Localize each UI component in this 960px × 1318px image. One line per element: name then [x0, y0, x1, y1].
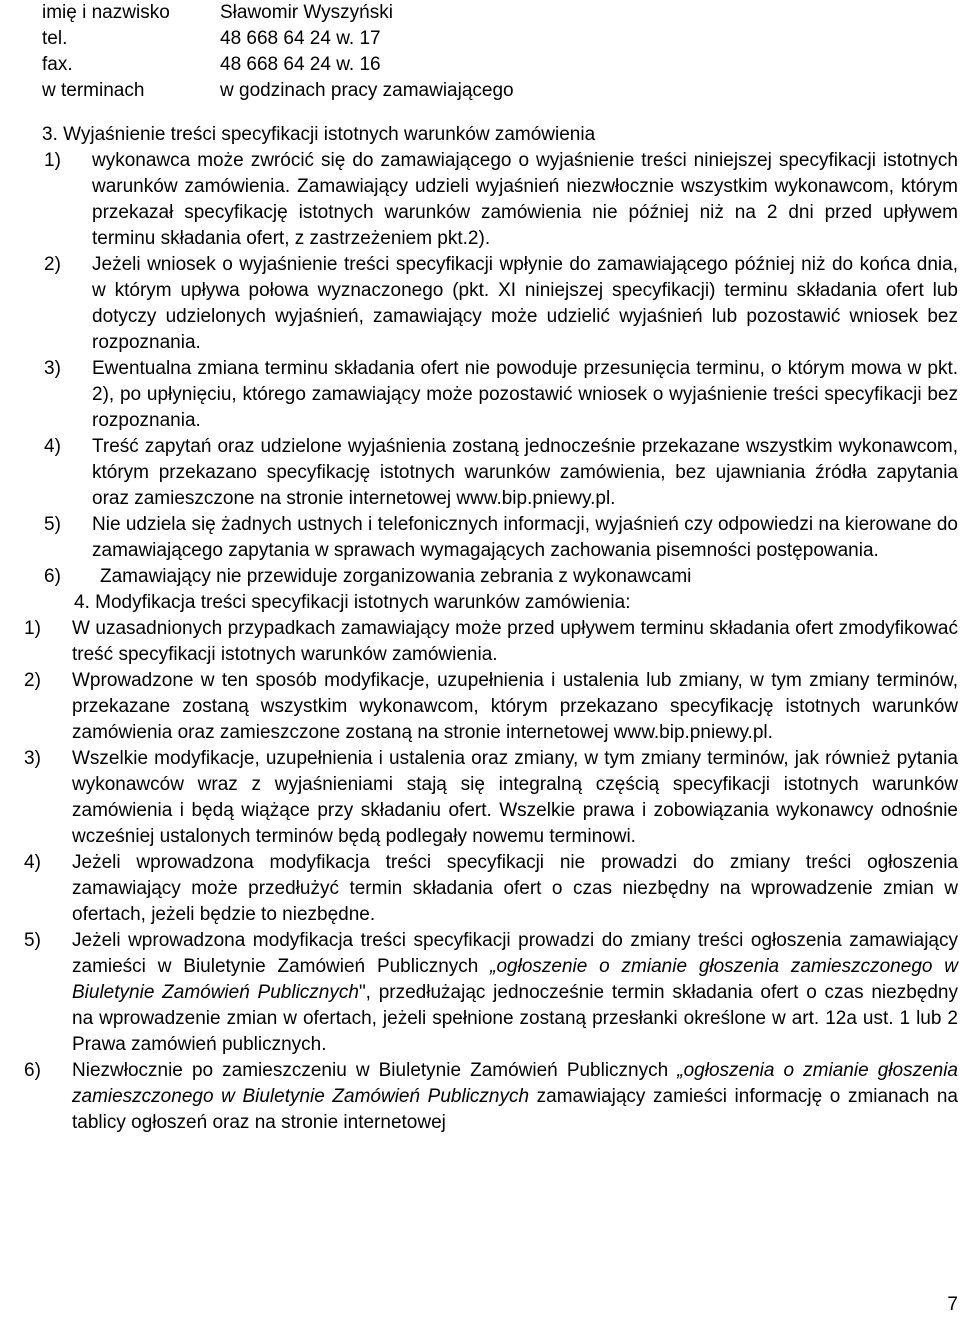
contact-table — [42, 0, 514, 104]
section-4 — [24, 616, 958, 1136]
list-item-number: 1) — [24, 618, 41, 639]
italic-text-run: „ogłoszenie o zmianie głoszenia zamieszczonego w Biuletynie Zamówień Publicznych — [72, 956, 958, 1003]
list-item-text: Jeżeli wprowadzona modyfikacja treści specyfikacji nie prowadzi do zmiany treści ogłoszenia zamawiający może przedłużyć termin składania ofert o czas niezbędny na wprowadzenie zmian w ofertach, jeżeli będzie to niezbędne. — [72, 852, 958, 925]
list-item-text — [72, 928, 958, 1058]
list-item-text: Nie udziela się żadnych ustnych i telefonicznych informacji, wyjaśnień czy odpowiedzi na kierowane do zamawiającego zapytania w sprawach wymagających zachowania pisemności postępowania. — [92, 514, 958, 561]
italic-text-run: „ogłoszenia o zmianie głoszenia zamieszczonego w Biuletynie Zamówień Publicznych — [72, 1060, 958, 1107]
contact-value: 48 668 64 24 w. 17 — [220, 28, 381, 49]
section-heading: 4. Modyfikacja treści specyfikacji istotnych warunków zamówienia: — [74, 592, 631, 613]
list-item — [24, 356, 958, 434]
list-item — [24, 148, 958, 252]
list-item-number: 3) — [24, 748, 41, 769]
list-item-number: 6) — [44, 566, 61, 587]
list-item-number: 2) — [24, 670, 41, 691]
list-item-number: 5) — [24, 930, 41, 951]
list-item-number: 6) — [24, 1060, 41, 1081]
text-run: ", przedłużając jednocześnie termin składania ofert o czas niezbędny na wprowadzenie zmian w ofertach, jeżeli spełnione zostaną przesłanki określone w art. 12a ust. 1 lub 2 Prawa zamówień publicznych. — [72, 982, 958, 1055]
list-item-text: wykonawca może zwrócić się do zamawiającego o wyjaśnienie treści niniejszej specyfikacji istotnych warunków zamówienia. Zamawiający udzieli wyjaśnień niezwłocznie wszystkim wykonawcom, którym przekazał specyfikację istotnych warunków zamówienia nie później niż na 2 dni przed upływem terminu składania ofert, z zastrzeżeniem pkt.2). — [92, 150, 958, 249]
contact-label: fax. — [42, 54, 73, 75]
contact-value: w godzinach pracy zamawiającego — [220, 80, 514, 101]
contact-row-fax — [42, 52, 514, 78]
list-item-number: 3) — [44, 358, 61, 379]
list-item — [24, 252, 958, 356]
list-item-number: 4) — [44, 436, 61, 457]
list-item-text: Treść zapytań oraz udzielone wyjaśnienia zostaną jednocześnie przekazane wszystkim wykonawcom, którym przekazano specyfikację istotnych warunków zamówienia, bez ujawniania źródła zapytania oraz zamieszczone na stronie internetowej www.bip.pniewy.pl. — [92, 436, 958, 509]
list-item-number: 4) — [24, 852, 41, 873]
list-item-text — [72, 1058, 958, 1136]
contact-value: 48 668 64 24 w. 16 — [220, 54, 381, 75]
contact-row-name — [42, 0, 514, 26]
list-item-number: 1) — [44, 150, 61, 171]
list-item-text: Ewentualna zmiana terminu składania ofert nie powoduje przesunięcia terminu, o którym mowa w pkt. 2), po upłynięciu, którego zamawiający może pozostawić wniosek o wyjaśnienie treści specyfikacji bez rozpoznania. — [92, 358, 958, 431]
list-item-text: Wprowadzone w ten sposób modyfikacje, uzupełnienia i ustalenia lub zmiany, w tym zmiany terminów, przekazane zostaną wszystkim wykonawcom, którym przekazano specyfikację istotnych warunków zamówienia oraz zamieszczone zostaną na stronie internetowej www.bip.pniewy.pl. — [72, 670, 958, 743]
list-item — [24, 850, 958, 928]
list-item — [24, 928, 958, 1058]
list-item — [24, 616, 958, 668]
contact-row-tel — [42, 26, 514, 52]
text-run: zamawiający zamieści informację o zmianach na tablicy ogłoszeń oraz na stronie internetowej — [72, 1086, 958, 1133]
list-item — [24, 668, 958, 746]
contact-label: imię i nazwisko — [42, 2, 170, 23]
text-run: Jeżeli wprowadzona modyfikacja treści specyfikacji prowadzi do zmiany treści ogłoszenia zamawiający zamieści w Biuletynie Zamówień Publicznych — [72, 930, 958, 977]
list-item-text: Jeżeli wniosek o wyjaśnienie treści specyfikacji wpłynie do zamawiającego później niż do końca dnia, w którym upływa połowa wyznaczonego (pkt. XI niniejszej specyfikacji) terminu składania ofert lub dotyczy udzielonych wyjaśnień, zamawiający może udzielić wyjaśnień lub pozostawić wniosek bez rozpoznania. — [92, 254, 958, 353]
text-run: Niezwłocznie po zamieszczeniu w Biuletynie Zamówień Publicznych — [72, 1060, 678, 1081]
list-item-text: Zamawiający nie przewiduje zorganizowania zebrania z wykonawcami — [100, 566, 692, 587]
section-heading: 3. Wyjaśnienie treści specyfikacji istotnych warunków zamówienia — [42, 124, 596, 145]
list-item-number: 2) — [44, 254, 61, 275]
contact-label: tel. — [42, 28, 68, 49]
list-item — [24, 512, 958, 564]
list-item — [24, 1058, 958, 1136]
list-item-number: 5) — [44, 514, 61, 535]
list-item — [24, 434, 958, 512]
section-3 — [24, 122, 958, 590]
list-item-text: Wszelkie modyfikacje, uzupełnienia i ustalenia oraz zmiany, w tym zmiany terminów, jak również pytania wykonawców wraz z wyjaśnieniami stają się integralną częścią specyfikacji istotnych warunków zamówienia i będą wiążące przy składaniu ofert. Wszelkie prawa i zobowiązania wykonawcy odnośnie wcześniej ustalonych terminów będą podlegały nowemu terminowi. — [72, 748, 958, 847]
contact-label: w terminach — [42, 80, 145, 101]
contact-value: Sławomir Wyszyński — [220, 2, 393, 23]
document-body — [24, 122, 958, 1136]
contact-row-hours — [42, 78, 514, 104]
list-item — [24, 746, 958, 850]
list-item-text: W uzasadnionych przypadkach zamawiający może przed upływem terminu składania ofert zmodyfikować treść specyfikacji istotnych warunków zamówienia. — [72, 618, 958, 665]
page-number: 7 — [947, 1294, 958, 1315]
list-item — [24, 564, 958, 590]
